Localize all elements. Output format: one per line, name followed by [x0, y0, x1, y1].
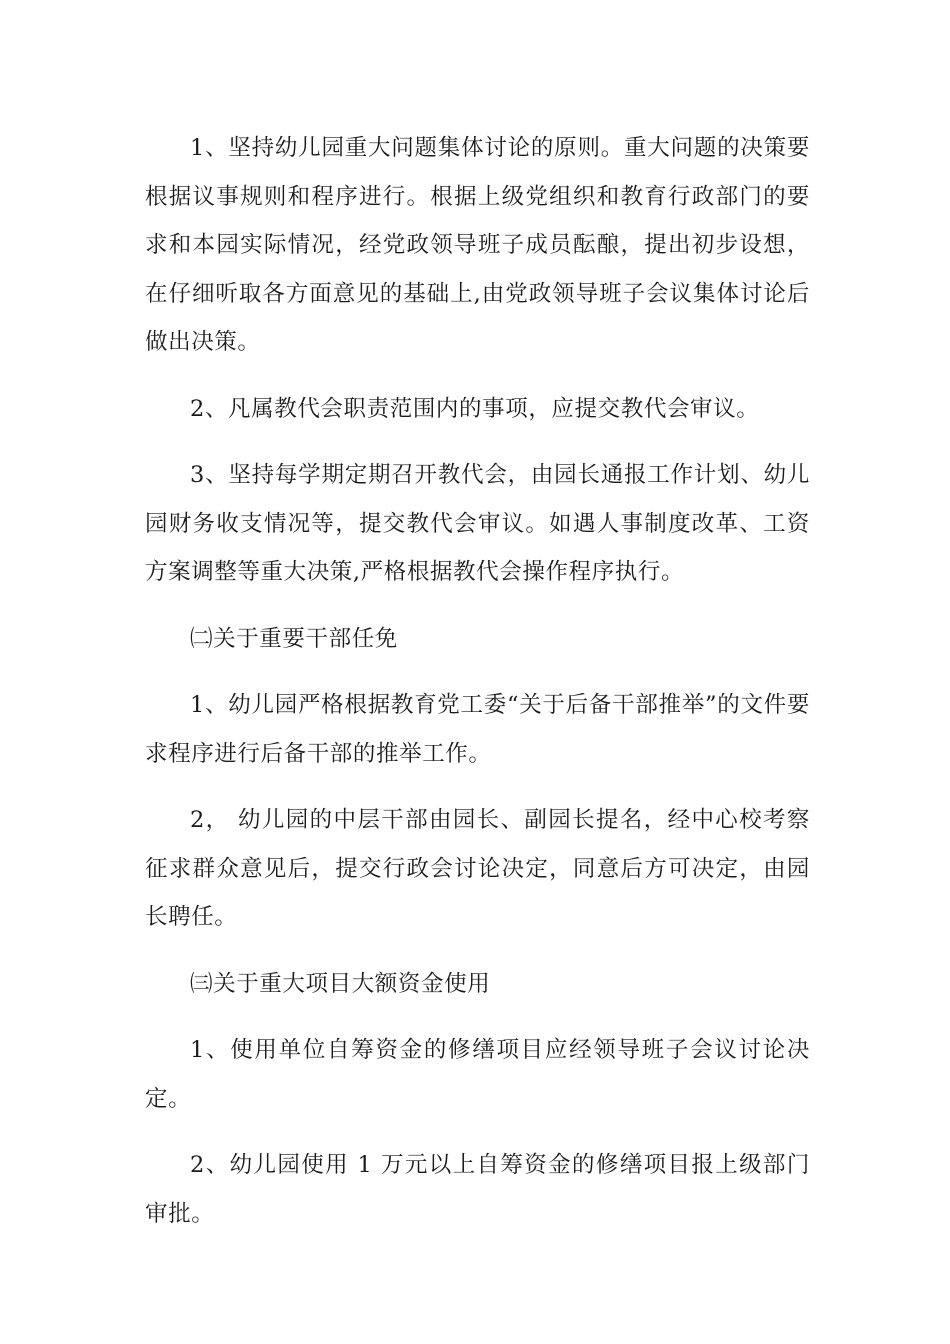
paragraph-middle-cadre: 2， 幼儿园的中层干部由园长、副园长提名，经中心校考察征求群众意见后，提交行政会讨论决定，同意后方可决定，由园长聘任。 — [145, 807, 810, 930]
paragraph-repair-projects: 1、使用单位自筹资金的修缮项目应经领导班子会议讨论决定。 — [145, 1037, 810, 1112]
paragraph-staff-congress-meeting: 3、坚持每学期定期召开教代会，由园长通报工作计划、幼儿园财务收支情况等，提交教代会审议。如遇人事制度改革、工资方案调整等重大决策,严格根据教代会操作程序执行。 — [145, 462, 810, 585]
section-heading-major-funds: ㈢关于重大项目大额资金使用 — [190, 970, 491, 997]
paragraph-collective-decision: 1、坚持幼儿园重大问题集体讨论的原则。重大问题的决策要根据议事规则和程序进行。根据上级党组织和教育行政部门的要求和本园实际情况，经党政领导班子成员酝酿，提出初步设想，在仔细听取各方面意见的基础上,由党政领导班子会议集体讨论后做出决策。 — [145, 135, 810, 355]
paragraph-approval-threshold: 2、幼儿园使用 1 万元以上自筹资金的修缮项目报上级部门审批。 — [145, 1152, 810, 1227]
paragraph-staff-congress-scope: 2、凡属教代会职责范围内的事项，应提交教代会审议。 — [190, 395, 760, 422]
section-heading-cadre-appointment: ㈡关于重要干部任免 — [190, 625, 398, 652]
paragraph-reserve-cadre: 1、幼儿园严格根据教育党工委“关于后备干部推举”的文件要求程序进行后备干部的推举工作。 — [145, 692, 810, 767]
document-body — [145, 124, 810, 1256]
